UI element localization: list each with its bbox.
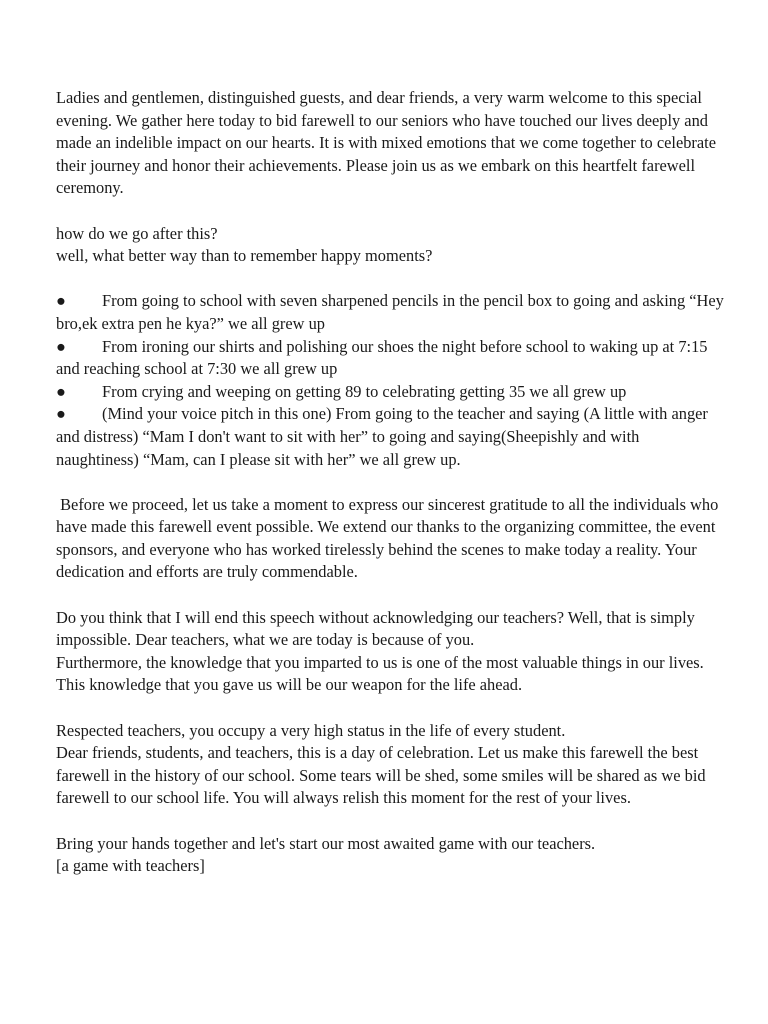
gratitude-text: Before we proceed, let us take a moment to express our sincerest gratitude to all the individuals who have made this farewell event possible. We extend our thanks to the organizing committee, the event sponsors, and everyone who has worked tirelessly behind the scenes to make today a reality. Your dedication and efforts are truly commendable. bbox=[56, 494, 723, 582]
closing-paragraph bbox=[56, 833, 724, 878]
gratitude-paragraph bbox=[56, 494, 724, 584]
respect-text-2: Dear friends, students, and teachers, this is a day of celebration. Let us make this farewell the best farewell in the history of our school. Some tears will be shed, some smiles will be shared as we bid farewell to our school life. You will always relish this moment for the rest of your lives. bbox=[56, 743, 706, 808]
list-item-text: From crying and weeping on getting 89 to celebrating getting 35 we all grew up bbox=[102, 381, 627, 401]
answer-line: well, what better way than to remember happy moments? bbox=[56, 246, 433, 266]
teachers-paragraph bbox=[56, 607, 724, 697]
teachers-text-2: Furthermore, the knowledge that you imparted to us is one of the most valuable things in our lives. This knowledge that you gave us will be our weapon for the life ahead. bbox=[56, 652, 704, 695]
bullet-icon: ● bbox=[56, 404, 66, 424]
list-item bbox=[56, 290, 724, 335]
transition-paragraph bbox=[56, 223, 724, 268]
bullet-icon: ● bbox=[56, 291, 66, 311]
bullet-icon: ● bbox=[56, 381, 66, 401]
intro-paragraph: Ladies and gentlemen, distinguished guests, and dear friends, a very warm welcome to this special evening. We gather here today to bid farewell to our seniors who have touched our lives deeply and made an indelible impact on our hearts. It is with mixed emotions that we come together to celebrate their journey and honor their achievements. Please join us as we embark on this heartfelt farewell ceremony. bbox=[56, 88, 716, 198]
memories-list bbox=[56, 290, 724, 471]
list-item bbox=[56, 403, 724, 471]
respect-text-1: Respected teachers, you occupy a very high status in the life of every student. bbox=[56, 720, 566, 740]
speech-document bbox=[56, 87, 724, 878]
question-line: how do we go after this? bbox=[56, 223, 218, 243]
list-item-text: From ironing our shirts and polishing our shoes the night before school to waking up at 7:15 and reaching school at 7:30 we all grew up bbox=[56, 336, 708, 379]
list-item bbox=[56, 381, 724, 404]
list-item bbox=[56, 336, 724, 381]
closing-text-1: Bring your hands together and let's start our most awaited game with our teachers. bbox=[56, 833, 596, 853]
list-item-text: From going to school with seven sharpened pencils in the pencil box to going and asking “Hey bro,ek extra pen he kya?” we all grew up bbox=[56, 291, 724, 333]
teachers-text-1: Do you think that I will end this speech without acknowledging our teachers? Well, that is simply impossible. Dear teachers, what we are today is because of you. bbox=[56, 607, 695, 650]
respect-paragraph bbox=[56, 720, 724, 810]
bullet-icon: ● bbox=[56, 336, 66, 356]
list-item-text: (Mind your voice pitch in this one) From going to the teacher and saying (A little with anger and distress) “Mam I don't want to sit with her” to going and saying(Sheepishly and with naughtiness) “Mam, can I please sit with her” we all grew up. bbox=[56, 404, 708, 469]
closing-text-2: [a game with teachers] bbox=[56, 856, 205, 876]
